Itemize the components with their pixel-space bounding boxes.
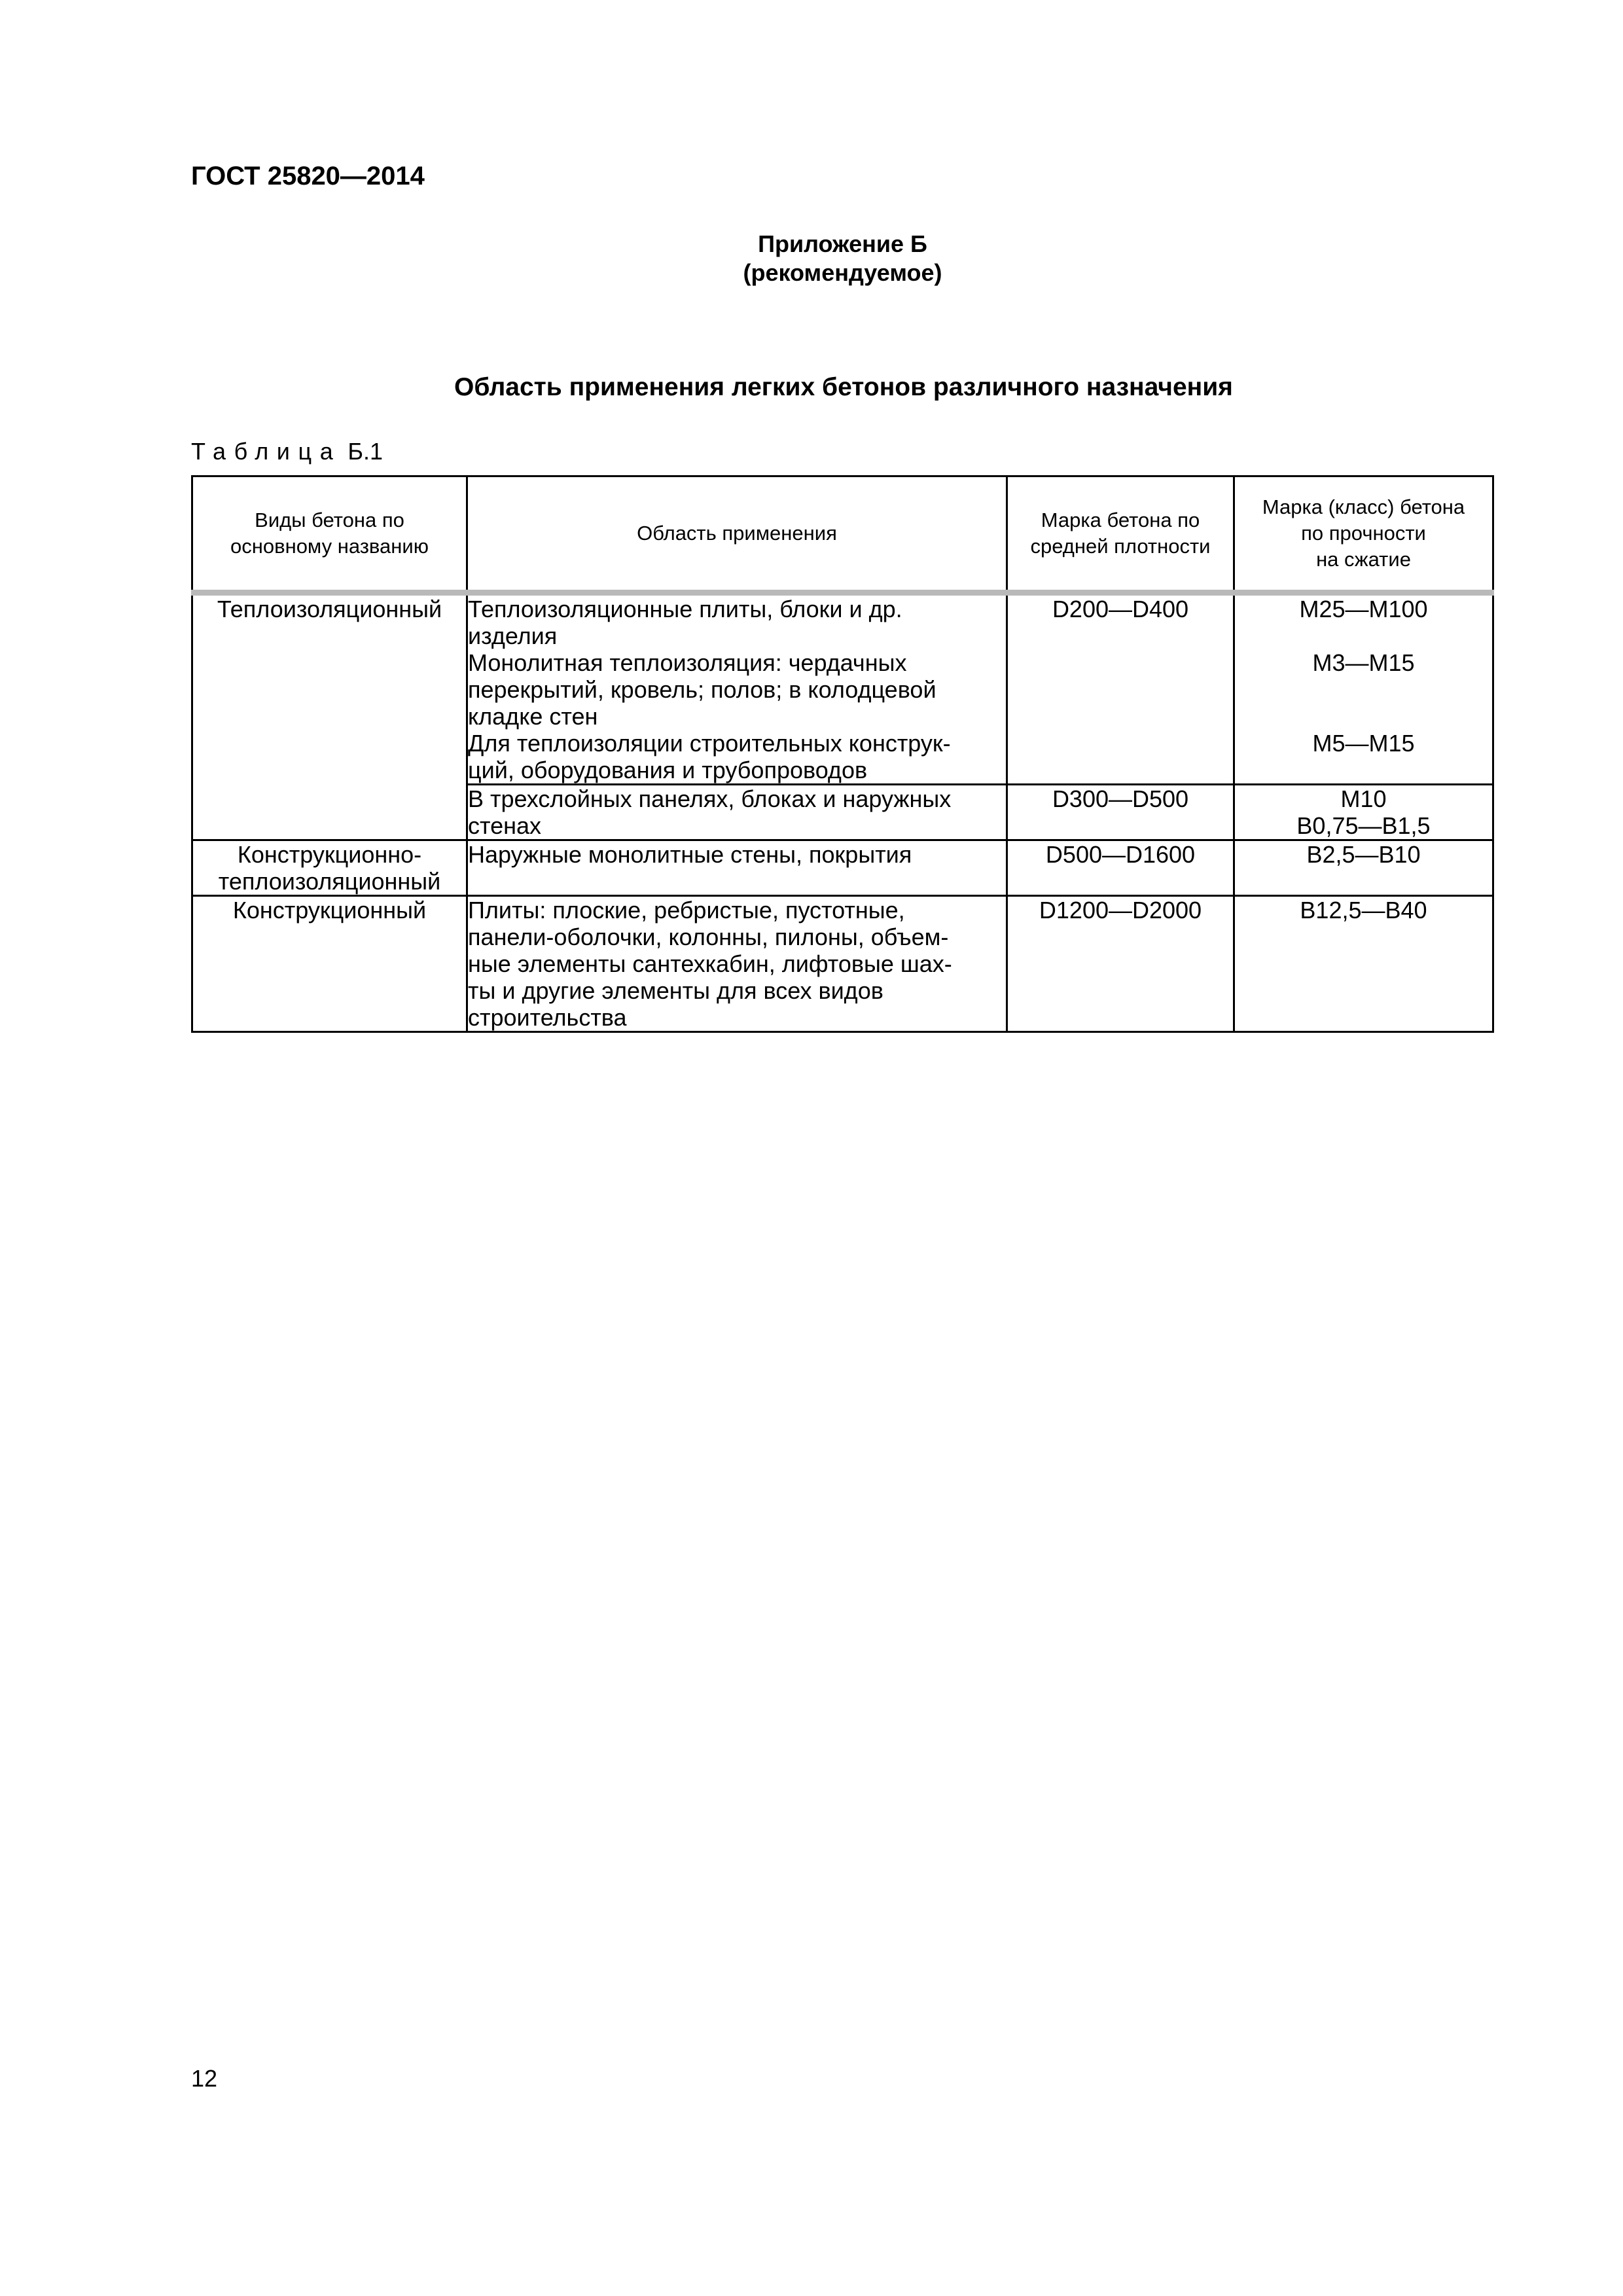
cell-text: Теплоизоляционные плиты, блоки и др. <box>468 596 902 622</box>
header-text: основному названию <box>230 535 429 558</box>
cell-text: M3—M15 <box>1312 649 1415 676</box>
cell-application-area <box>467 896 1007 1032</box>
cell-text: D1200—D2000 <box>1039 897 1202 924</box>
cell-text: D300—D500 <box>1052 785 1189 812</box>
cell-concrete-type <box>192 593 467 840</box>
cell-application-area <box>467 840 1007 896</box>
appendix-note: (рекомендуемое) <box>743 259 942 286</box>
cell-text: D500—D1600 <box>1045 841 1196 868</box>
cell-text: перекрытий, кровель; полов; в колодцевой <box>468 676 936 703</box>
cell-text: B0,75—B1,5 <box>1296 812 1431 839</box>
cell-application-area <box>467 785 1007 840</box>
header-text: Область применения <box>637 522 837 545</box>
cell-strength-grade <box>1234 840 1493 896</box>
header-text: Марка бетона по <box>1041 509 1200 531</box>
cell-text: Теплоизоляционный <box>217 596 442 622</box>
cell-strength-grade <box>1234 593 1493 785</box>
cell-text: панели-оболочки, колонны, пилоны, объем- <box>468 924 949 950</box>
header-text: на сжатие <box>1316 548 1411 571</box>
cell-text: M5—M15 <box>1312 730 1415 757</box>
table-header-row <box>192 476 1493 593</box>
cell-text: M25—M100 <box>1299 596 1428 622</box>
header-text: Марка (класс) бетона <box>1262 495 1465 518</box>
header-text: по прочности <box>1301 522 1426 545</box>
cell-text: теплоизоляционный <box>218 868 441 895</box>
cell-text: ций, оборудования и трубопроводов <box>468 757 868 783</box>
cell-concrete-type <box>192 840 467 896</box>
table-caption-number: Б.1 <box>348 438 383 465</box>
appendix-title: Приложение Б <box>758 230 927 257</box>
cell-concrete-type <box>192 896 467 1032</box>
cell-text: B12,5—B40 <box>1300 897 1427 924</box>
cell-text: ные элементы сантехкабин, лифтовые шах- <box>468 950 952 977</box>
cell-density-grade <box>1007 840 1234 896</box>
cell-text: Конструкционно- <box>237 841 422 868</box>
cell-text: стенах <box>468 812 542 839</box>
header-strength-grade <box>1234 476 1493 593</box>
section-title: Область применения легких бетонов различного назначения <box>454 373 1233 401</box>
cell-application-area <box>467 593 1007 785</box>
cell-text: ты и другие элементы для всех видов <box>468 977 883 1004</box>
table-caption <box>191 438 383 465</box>
table-row <box>192 593 1493 785</box>
header-text: Виды бетона по <box>255 509 404 531</box>
cell-text: строительства <box>468 1004 627 1031</box>
cell-strength-grade <box>1234 785 1493 840</box>
header-density-grade <box>1007 476 1234 593</box>
cell-density-grade <box>1007 593 1234 785</box>
document-code: ГОСТ 25820—2014 <box>191 162 425 190</box>
cell-text: В трехслойных панелях, блоках и наружных <box>468 785 952 812</box>
table-row <box>192 896 1493 1032</box>
cell-text: Конструкционный <box>232 897 427 924</box>
header-application-area <box>467 476 1007 593</box>
cell-text: Плиты: плоские, ребристые, пустотные, <box>468 897 905 924</box>
cell-text: изделия <box>468 622 558 649</box>
cell-strength-grade <box>1234 896 1493 1032</box>
page-number: 12 <box>191 2065 218 2092</box>
concrete-application-table <box>191 475 1494 1033</box>
cell-density-grade <box>1007 785 1234 840</box>
cell-density-grade <box>1007 896 1234 1032</box>
cell-text: Наружные монолитные стены, покрытия <box>468 841 912 868</box>
cell-text: B2,5—B10 <box>1306 841 1421 868</box>
table-row <box>192 840 1493 896</box>
header-text: средней плотности <box>1030 535 1211 558</box>
table-caption-word: Таблица <box>191 438 342 465</box>
cell-text: D200—D400 <box>1052 596 1189 622</box>
cell-text: M10 <box>1340 785 1387 812</box>
cell-text: кладке стен <box>468 703 598 730</box>
cell-text: Для теплоизоляции строительных конструк- <box>468 730 951 757</box>
cell-text: Монолитная теплоизоляция: чердачных <box>468 649 907 676</box>
header-concrete-type <box>192 476 467 593</box>
